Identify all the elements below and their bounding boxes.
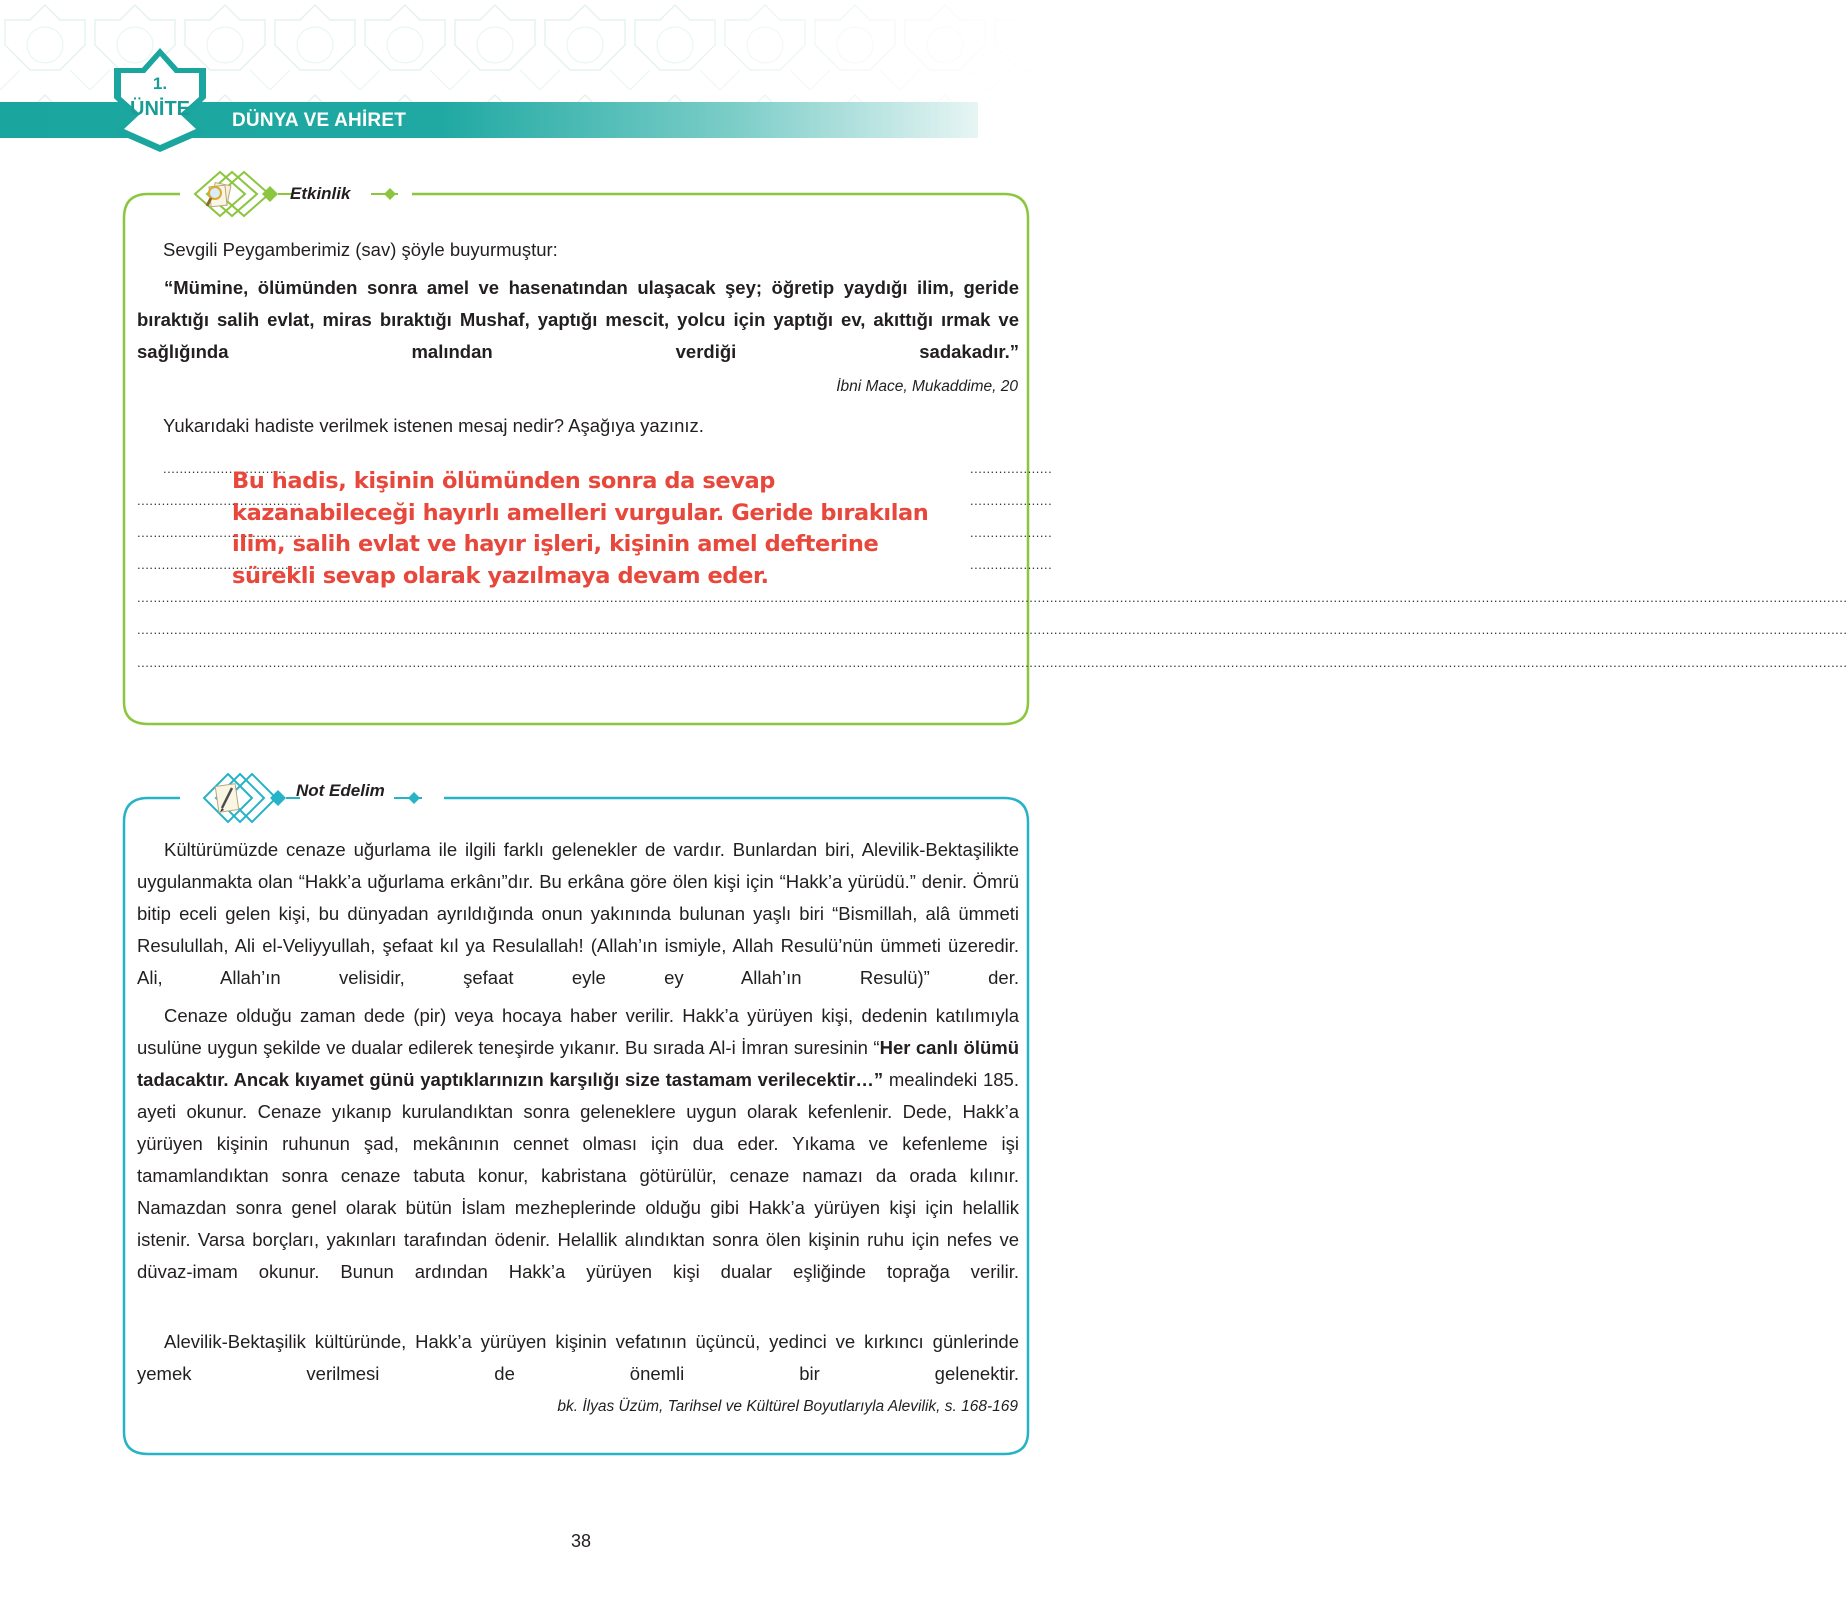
activity-intro: Sevgili Peygamberimiz (sav) şöyle buyurmuştur: [163,239,558,260]
hadith-source: İbni Mace, Mukaddime, 20 [836,378,1018,395]
handwritten-answer: Bu hadis, kişinin ölümünden sonra da sevap kazanabileceği hayırlı amelleri vurgular. Geride bırakılan ilim, salih evlat ve hayır işleri, kişinin amel defterine sürekli sevap olarak yazılmaya devam eder. [232,468,929,589]
note-source: bk. İlyas Üzüm, Tarihsel ve Kültürel Boyutlarıyla Alevilik, s. 168-169 [557,1398,1018,1415]
verse-quote: Her canlı ölümü tadacaktır. Ancak kıyamet günü yaptıklarınızın karşılığı size tastamam verilecektir…” [137,1037,1020,1090]
unit-number: 1. [152,74,168,93]
pencil-paper-icon [212,782,242,814]
note-paragraph-3: Alevilik-Bektaşilik kültüründe, Hakk’a yürüyen kişinin vefatının üçüncü, yedinci ve kırkıncı günlerinde yemek verilmesi de önemli bir gelenektir. [137,1331,1019,1384]
note-paragraph-2-end: mealindeki 185. ayeti okunur. Cenaze yıkanıp kurulandıktan sonra geleneklere uygun olarak kefenlenir. Dede, Hakk’a yürüyen kişinin ruhunun şad, mekânının cennet olması için dua eder. Yıkama ve kefenleme işi tamamlandıktan sonra cenaze tabuta konur, kabristana götürülür, cenaze namazı da orada kılınır. Namazdan sonra genel olarak bütün İslam mezheplerinde olduğu gibi Hakk’a yürüyen kişi için helallik istenir. Varsa borçları, yakınları tarafından ödenir. Helallik alındıktan sonra ölen kişinin ruhu için nefes ve düvaz-imam okunur. Bunun ardından Hakk’a yürüyen kişi dualar eşliğinde toprağa verilir. [137,1069,1019,1282]
hadith-text: “Mümine, ölümünden sonra amel ve hasenatından ulaşacak şey; öğretip yaydığı ilim, geride bıraktığı salih evlat, miras bıraktığı Mushaf, yaptığı mescit, yolcu için yaptığı ev, akıttığı ırmak ve sağlığında malından verdiği sadakadır.” [137,277,1019,362]
page-number: 38 [570,1531,592,1551]
note-paragraph-2-start: Cenaze olduğu zaman dede (pir) veya hocaya haber verilir. Hakk’a yürüyen kişi, dedenin katılımıyla usulüne uygun şekilde ve dualar edilerek teneşirde yıkanır. Bu sırada Al-i İmran suresinin “ [137,1005,1019,1058]
activity-question: Yukarıdaki hadiste verilmek istenen mesaj nedir? Aşağıya yazınız. [163,415,704,436]
unit-title: DÜNYA VE AHİRET [232,110,407,131]
note-label: Not Edelim [296,781,385,800]
note-paragraph-1: Kültürümüzde cenaze uğurlama ile ilgili farklı gelenekler de vardır. Bunlardan biri, Alevilik-Bektaşilikte uygulanmakta olan “Hakk’a uğurlama erkânı”dır. Bu erkâna göre ölen kişi için “Hakk’a yürüdü.” denir. Ömrü bitip eceli gelen kişi, bu dünyadan ayrıldığında onun yakınında bulunan yaşlı biri “Bismillah, alâ ümmeti Resulullah, Ali el-Veliyyullah, şefaat kıl ya Resulallah! (Allah’ın ismiyle, Allah Resulü’nün ümmeti üzeredir. Ali, Allah’ın velisidir, şefaat eyle ey Allah’ın Resulü)” der. [137,839,1019,988]
note-paragraph-2 [137,1000,1019,1288]
magnifier-paper-icon [203,180,237,210]
unit-word: ÜNİTE [130,98,190,120]
activity-label: Etkinlik [290,184,351,203]
